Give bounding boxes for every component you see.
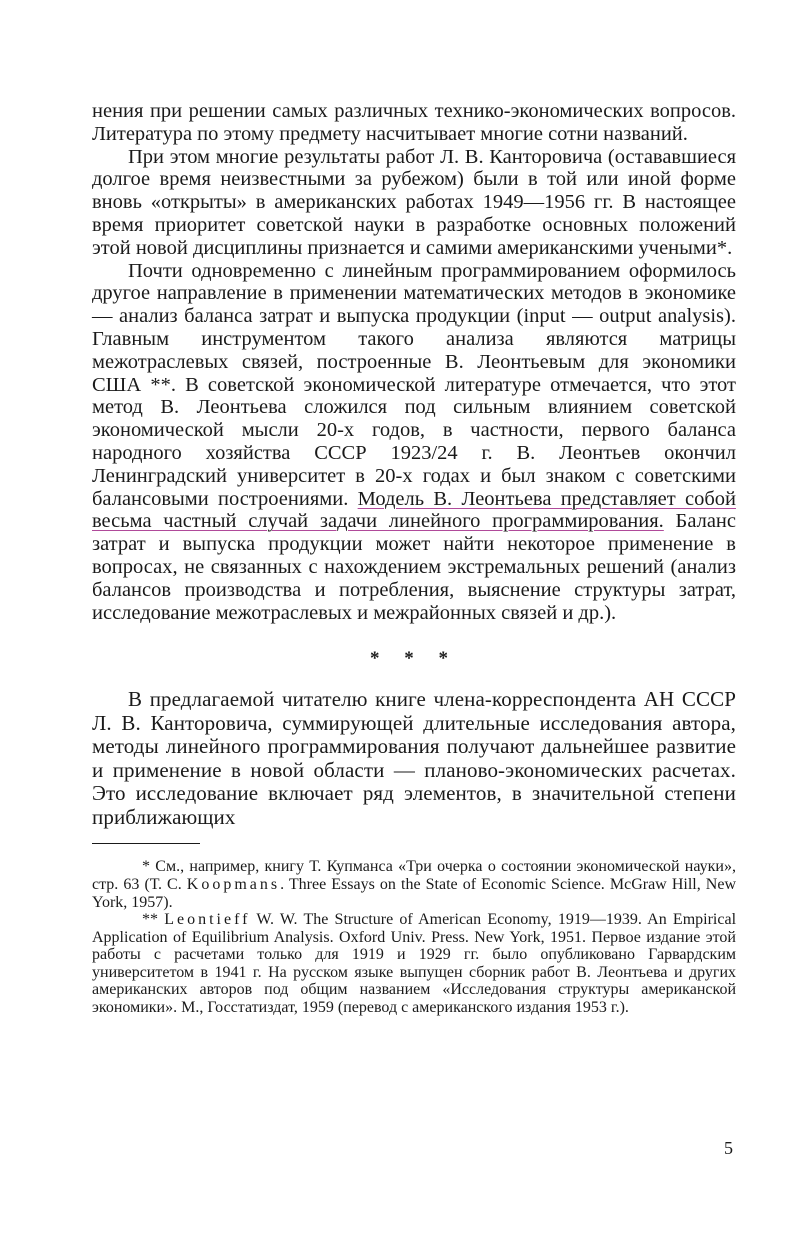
section-separator: * * * xyxy=(370,648,458,670)
footnote-2-text: W. W. The Structure of American Economy, 1919—1939. An Empirical Application of Equilibrium Analysis. Oxford Univ. Press. New York, 1951. Первое издание этой работы с расчетами только для 1919 и 1929 гг. было опубликовано Гарвардским университетом в 1941 г. На русском языке выпущен сборник работ В. Леонтьева и других американских авторов под общим названием «Исследования структуры американской экономики». М., Госстатиздат, 1959 (перевод с американского издания 1953 г.). xyxy=(92,911,737,1017)
paragraph-3 xyxy=(92,260,736,625)
footnote-2 xyxy=(92,911,736,1017)
footnote-1 xyxy=(92,858,736,911)
footnote-1-author: Koopmans xyxy=(186,875,281,893)
footnote-1-text-end: . Three Essays on the State of Economic Science. McGraw Hill, New York, 1957). xyxy=(92,875,736,911)
paragraph-3-end: Баланс затрат и выпуска продукции может найти некоторое применение в вопросах, не связанных с нахождением экстремальных решений (анализ балансов производства и потребления, выяснение структуры затрат, исследование межотраслевых и межрайонных связей и др.). xyxy=(92,510,736,624)
page-content xyxy=(92,100,736,1017)
underlined-sentence: Модель В. Леонтьева представляет собой весьма частный случай задачи линейного программирования. xyxy=(92,487,736,533)
main-text xyxy=(92,100,736,624)
footnote-1-text: * См., например, книгу Т. Купманса «Три очерка о состоянии экономической науки», стр. 63 (Т. С. xyxy=(92,858,736,893)
page-number: 5 xyxy=(724,1138,733,1158)
footnote-2-author: Leontieff xyxy=(164,911,251,929)
footnote-2-marker: ** xyxy=(142,911,165,929)
paragraph-2: При этом многие результаты работ Л. В. Канторовича (остававшиеся долгое время неизвестными за рубежом) были в той или иной форме вновь «открыты» в американских работах 1949—1956 гг. В настоящее время приоритет советской науки в разработке основных положений этой новой дисциплины признается и самими американскими учеными*. xyxy=(92,145,736,259)
footnotes xyxy=(92,858,736,1016)
footnote-divider xyxy=(92,843,200,844)
paragraph-4: В предлагаемой читателю книге члена-корреспондента АН СССР Л. В. Канторовича, суммирующей длительные исследования автора, методы линейного программирования получают дальнейшее развитие и применение в новой области — планово-экономических расчетах. Это исследование включает ряд элементов, в значительной степени приближающих xyxy=(92,687,736,829)
paragraph-1: нения при решении самых различных технико-экономических вопросов. Литература по этому предмету насчитывает многие сотни названий. xyxy=(92,100,736,145)
paragraph-3-start: Почти одновременно с линейным программированием оформилось другое направление в применении математических методов в экономике — анализ баланса затрат и выпуска продукции (input — output analysis). Главным инструментом такого анализа являются матрицы межотраслевых связей, построенные В. Леонтьевым для экономики США **. В советской экономической литературе отмечается, что этот метод В. Леонтьева сложился под сильным влиянием советской экономической мысли 20-х годов, в частности, первого баланса народного хозяйства СССР 1923/24 г. В. Леонтьев окончил Ленинградский университет в 20-х годах и был знаком с советскими балансовыми построениями. xyxy=(92,259,736,510)
section-2-text xyxy=(92,688,736,829)
